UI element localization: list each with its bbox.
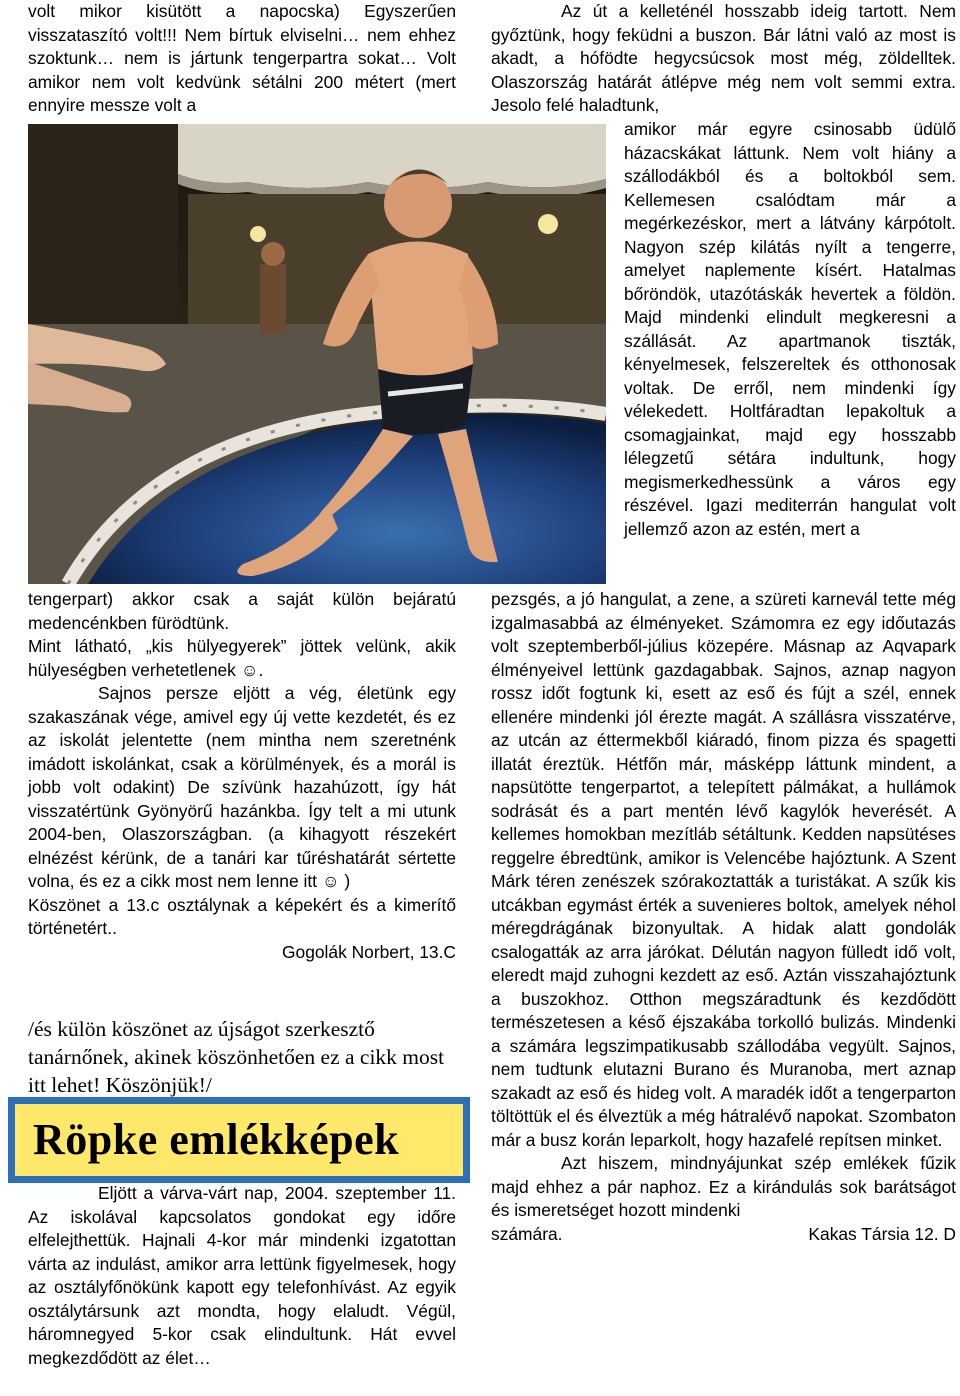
closing-word: számára. [491,1223,563,1244]
thanks-note: /és külön köszönet az újságot szerkesztő tanárnőnek, akinek köszönhetően ez a cikk most itt lehet! Köszönjük!/ [28,1017,445,1097]
banner-title: Röpke emlékképek [33,1115,400,1164]
left-column-story-start [28,1182,456,1370]
left-column-intro [28,0,456,118]
right-column-main-text [491,588,956,1246]
banner-inner [15,1104,463,1176]
author-signature: Kakas Társia 12. D [808,1223,956,1244]
left-column-text [28,588,456,964]
right-main-paragraph-1: pezsgés, a jó hangulat, a zene, a szüreti karnevál tette még izgalmasabbá az élményeket. Számomra ez egy időutazás volt szeptemberből-július közepére. Másnap az Aqvapark élményeivel lettünk gazdagabbak. Sajnos, aznap nagyon rossz időt fogtunk ki, esett az eső és fújt a szél, ennek ellenére mindenki jól érezte magát. A szállásra visszatérve, az utcán az éttermekből kiáradó, finom pizza és spagetti illatát éreztük. Hétfőn már, másképp láttunk mindent, a napsütötte tengerpartot, a telepített pálmákat, a hullámok sodrását és a part mentén lévő kagylók heverését. A kellemes homokban mezítláb sétáltunk. Kedden napsütéses reggelre ébredtünk, amikor is Velencébe hajóztunk. A Szent Márk téren zenészek szórakoztatták a turistákat. A szűk kis utcákban egymást érték a suvenieres boltok, amelyek néhol méregdrágának bizonyultak. A hidak alatt gondolák csalogatták az arra járókat. Délután nagyon fülledt idő volt, eleredt majd zuhogni kezdett az eső. Aztán visszahajóztunk a buszokhoz. Otthon megszáradtunk és kezdődött természetesen a késő éjszakába torkolló bulizás. Mindenki a számára legszimpatikusabb szállodába vegyült. Sajnos, nem tudtunk elutazni Burano és Muranoba, mert aznap szakadt az eső és hideg volt. A maradék időt a tengerparton töltöttük el és élveztük a még hátralévő napokat. Szombaton már a busz korán leparkolt, hogy hazafelé repítsen minket. [491,589,956,1150]
photo-illustration [28,124,606,584]
left-paragraph-4: Köszönet a 13.c osztálynak a képekért és a kimerítő történetért.. [28,894,456,938]
closing-line [491,1223,956,1247]
story-opening-paragraph: Eljött a várva-várt nap, 2004. szeptember 11. Az iskolával kapcsolatos gondokat egy időre elfelejthettük. Hajnali 4-kor már mindenki izgatottan várta az indulást, amikor arra lettünk figyelmesek, hogy az osztályfőnökünk kapott egy telefonhívást. Az egyik osztálytársunk azt mondta, hogy elaludt. Végül, háromnegyed 5-kor csak elindultunk. Hát evvel megkezdődött az élet… [28,1183,456,1368]
article-signature: Gogolák Norbert, 13.C [282,941,456,962]
left-intro-paragraph: volt mikor kisütött a napocska) Egyszerűen visszataszító volt!!! Nem bírtuk elviselni… nem ehhez szoktunk… nem is jártunk tengerpartra sokat… Volt amikor nem volt kedvünk sétálni 200 métert (mert ennyire messze volt a [28,1,456,115]
right-column-intro [491,0,956,118]
pool-party-photo [28,124,606,584]
right-side-paragraph: amikor már egyre csinosabb üdülő házacskákat láttunk. Nem volt hiány a szállodákból és a boltokból sem. Kellemesen csalódtam már a megérkezéskor, mert a látvány kárpótolt. Nagyon szép kilátás nyílt a tengerre, amelyet naplemente kísért. Hatalmas bőröndök, utazótáskák hevertek a földön. Majd mindenki elindult megkeresni a szállását. Az apartmanok tiszták, kényelmesek, felszereltek és otthonosak voltak. De erről, nem mindenki így vélekedett. Holtfáradtan lepakoltuk a csomagjainkat, majd egy hosszabb lélegzetű sétára indultunk, hogy megismerkedhessünk a város egy részével. Igazi mediterrán hangulat volt jellemző azon az estén, mert a [624,119,956,539]
left-paragraph-1: tengerpart) akkor csak a saját külön bejáratú medencénkben fürödtünk. [28,589,456,633]
right-column-side-text [624,118,956,541]
left-paragraph-2: Mint látható, „kis hülyegyerek” jöttek velünk, akik hülyeségben verhetetlenek ☺. [28,636,456,680]
left-paragraph-3: Sajnos persze eljött a vég, életünk egy szakaszának vége, amivel egy új vette kezdetét, és ez az iskolát jelentette (nem mintha nem szeretnénk imádott iskolánkat, csak a körülmények, és a morál is jobb volt odakint) De szívünk hazahúzott, így hát visszatértünk Gyönyörű hazánkba. Így telt a mi utunk 2004-ben, Olaszországban. (a kihagyott részekért elnézést kérünk, de a tanári kar tűréshatárát sértette volna, és ez a cikk most nem lenne itt ☺ ) [28,683,456,891]
right-intro-paragraph: Az út a kelleténél hosszabb ideig tartott. Nem győztünk, hogy feküdni a buszon. Bár látni való az most is akadt, a hófödte hegycsúcsok most még, zöldelltek. Olaszország határát átlépve még nem volt semmi extra. Jesolo felé haladtunk, [491,1,956,115]
right-main-paragraph-2: Azt hiszem, mindnyájunkat szép emlékek fűzik majd ehhez a pár naphoz. Ez a kirándulás sok barátságot és ismeretséget hozott mindenki [491,1153,956,1220]
section-banner [8,1097,470,1183]
